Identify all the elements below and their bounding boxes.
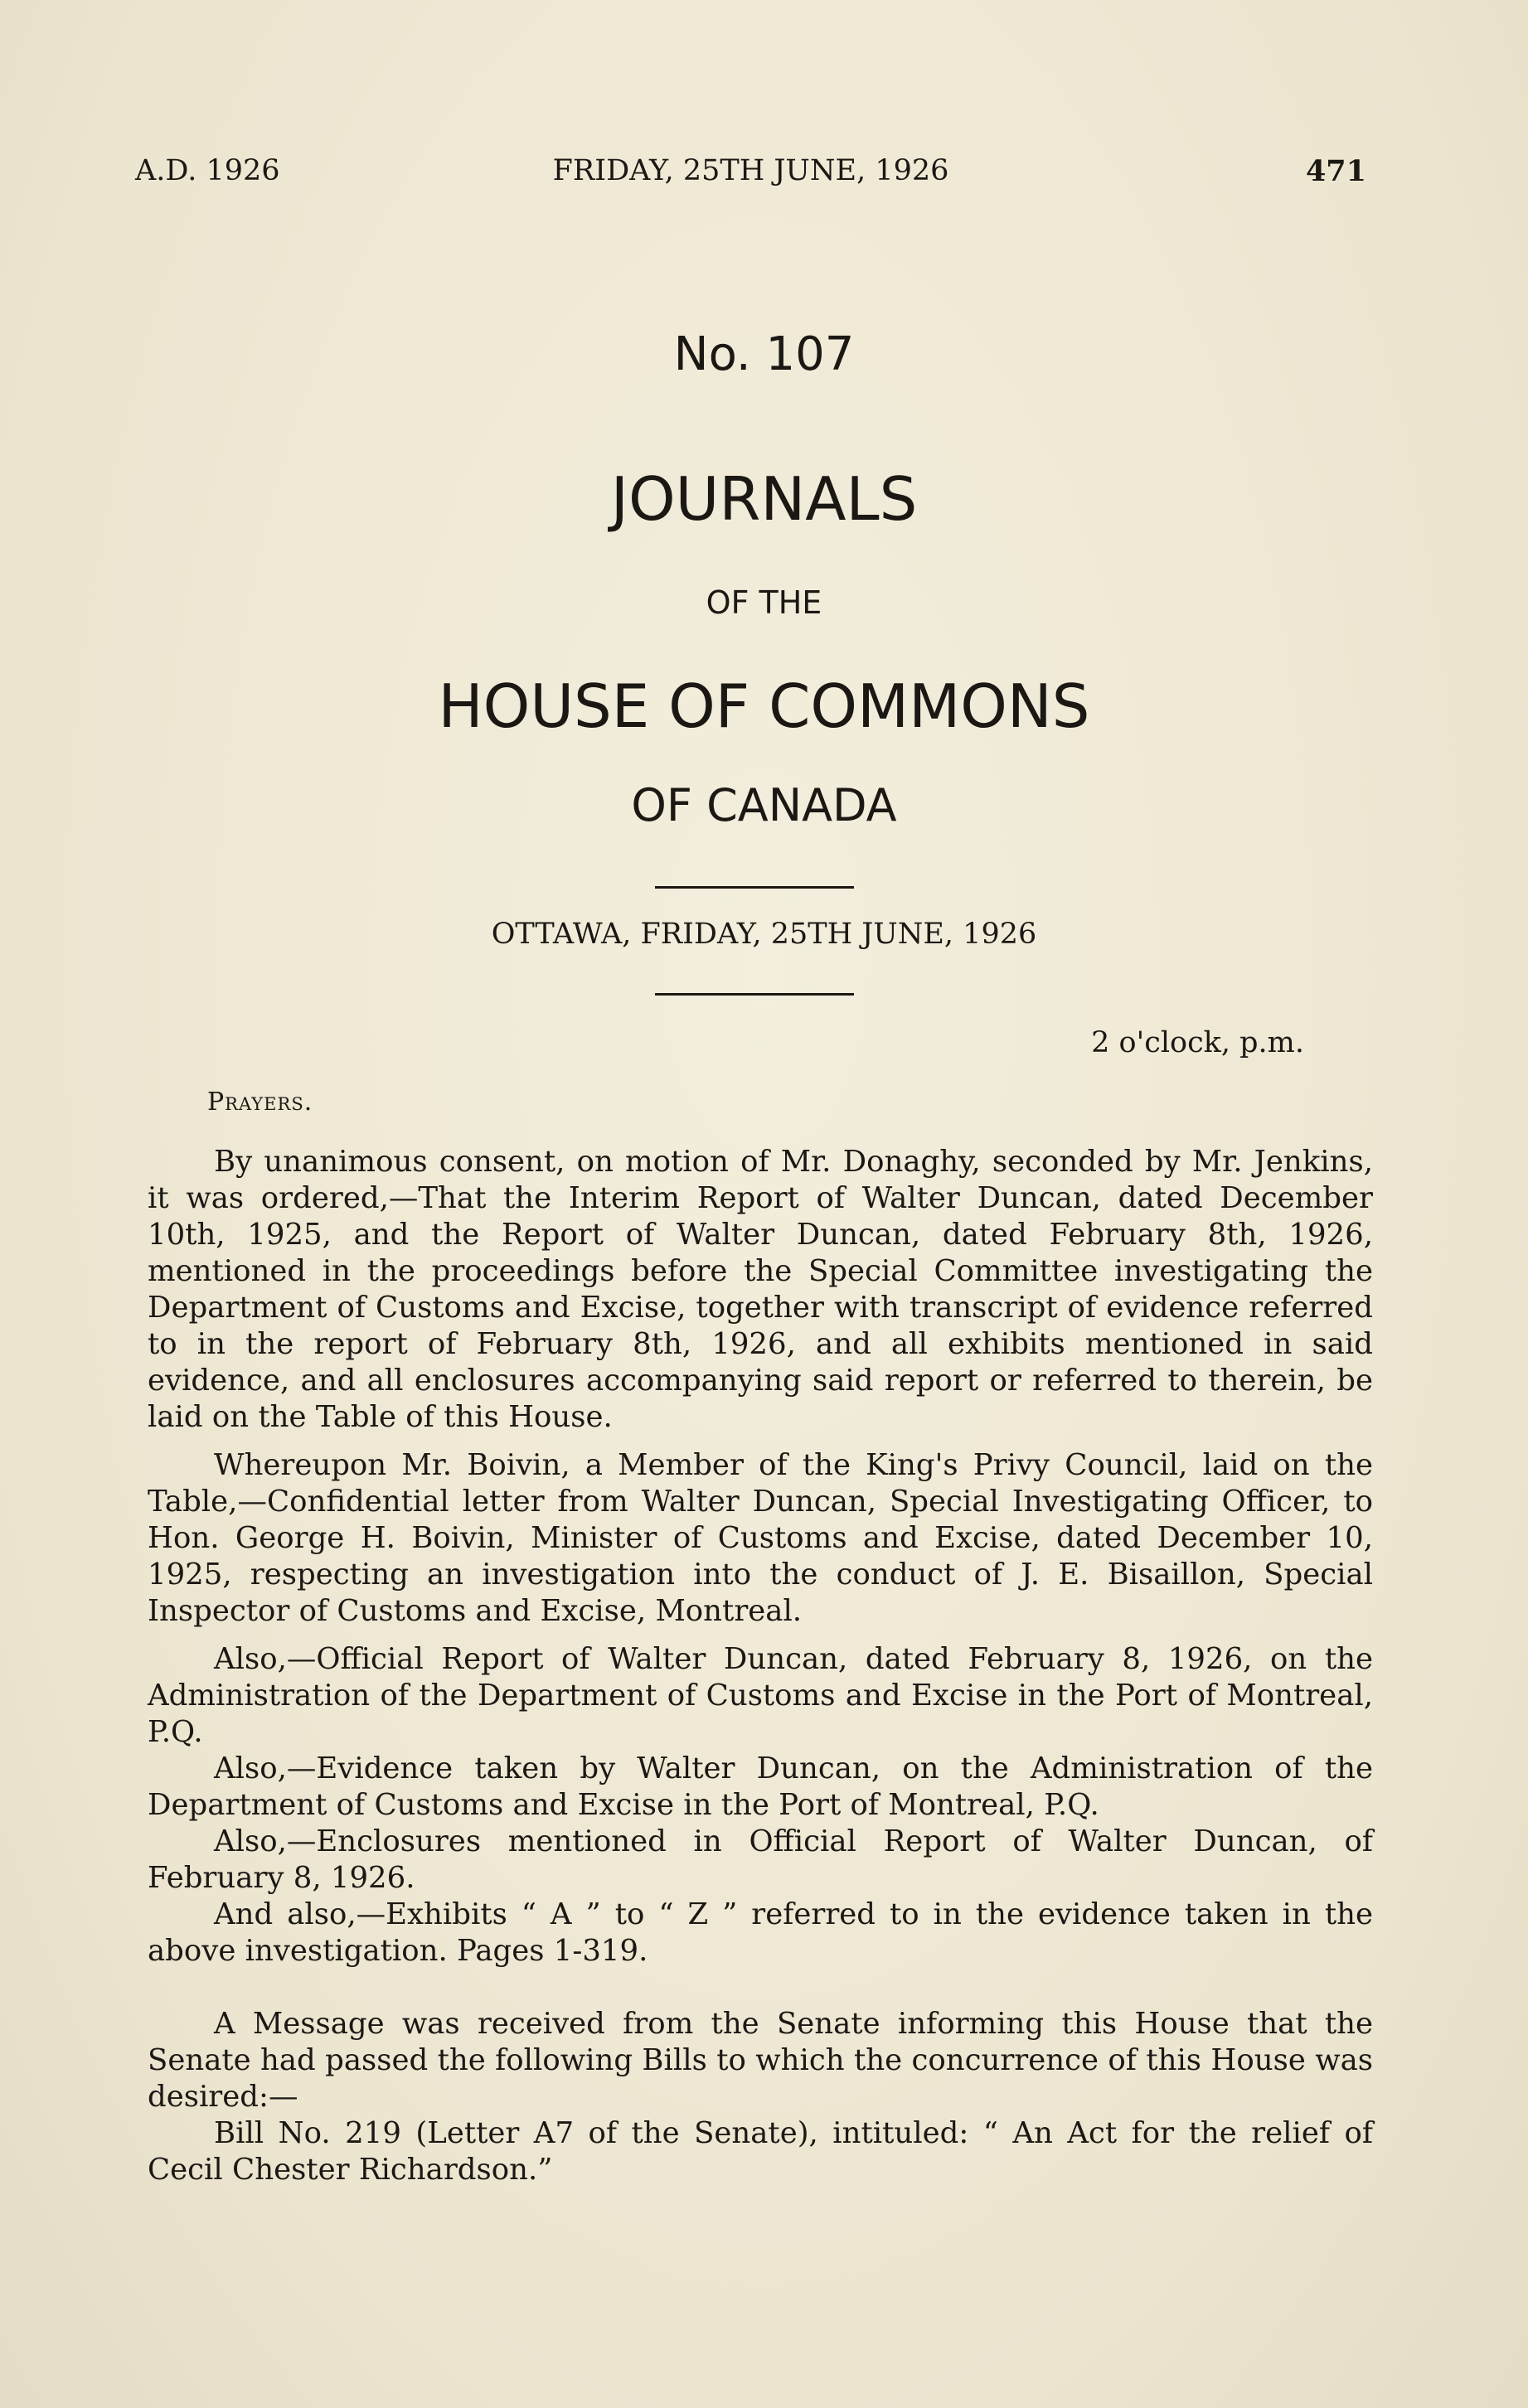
divider-top — [655, 886, 854, 889]
title-journals: JOURNALS — [610, 464, 918, 534]
paragraph-senate-message: A Message was received from the Senate informing this House that the Senate had passed the following Bills to which the concurrence of this House was desired:— — [148, 2007, 1373, 2114]
paragraph-enclosures: Also,—Enclosures mentioned in Official Report of Walter Duncan, of February 8, 1926. — [148, 1824, 1373, 1895]
journal-body — [148, 1144, 1373, 2188]
header-year: A.D. 1926 — [135, 154, 280, 187]
paragraph-bill-219: Bill No. 219 (Letter A7 of the Senate), intituled: “ An Act for the relief of Cecil Chester Richardson.” — [148, 2116, 1373, 2187]
dateline: OTTAWA, FRIDAY, 25TH JUNE, 1926 — [491, 918, 1037, 951]
paragraph-evidence: Also,—Evidence taken by Walter Duncan, on the Administration of the Department of Customs and Excise in the Port of Montreal, P.Q. — [148, 1751, 1373, 1822]
journal-number: No. 107 — [673, 327, 855, 381]
divider-bottom — [655, 993, 854, 996]
sitting-time: 2 o'clock, p.m. — [1091, 1026, 1304, 1059]
paragraph-exhibits: And also,—Exhibits “ A ” to “ Z ” referred to in the evidence taken in the above investigation. Pages 1-319. — [148, 1897, 1373, 1968]
header-date: FRIDAY, 25TH JUNE, 1926 — [552, 154, 949, 187]
title-house-of-commons: HOUSE OF COMMONS — [438, 671, 1090, 741]
prayers-heading: Prayers. — [207, 1088, 313, 1117]
paragraph-motion: By unanimous consent, on motion of Mr. Donaghy, seconded by Mr. Jenkins, it was ordered,—That the Interim Report of Walter Duncan, dated December 10th, 1925, and the Report of Walter Duncan, dated February 8th, 1926, mentioned in the proceedings before the Special Committee investigating the Department of Customs and Excise, together with transcript of evidence referred to in the report of February 8th, 1926, and all exhibits mentioned in said evidence, and all enclosures accompanying said report or referred to therein, be laid on the Table of this House. — [148, 1145, 1373, 1434]
paragraph-official-report: Also,—Official Report of Walter Duncan, dated February 8, 1926, on the Administration of the Department of Customs and Excise in the Port of Montreal, P.Q. — [148, 1642, 1373, 1749]
title-of-canada: OF CANADA — [631, 779, 897, 831]
page-number: 471 — [1305, 154, 1366, 188]
title-of-the: OF THE — [706, 584, 822, 621]
paragraph-boivin: Whereupon Mr. Boivin, a Member of the King's Privy Council, laid on the Table,—Confidential letter from Walter Duncan, Special Investigating Officer, to Hon. George H. Boivin, Minister of Customs and Excise, dated December 10, 1925, respecting an investigation into the conduct of J. E. Bisaillon, Special Inspector of Customs and Excise, Montreal. — [148, 1448, 1373, 1628]
running-head — [135, 154, 1366, 194]
